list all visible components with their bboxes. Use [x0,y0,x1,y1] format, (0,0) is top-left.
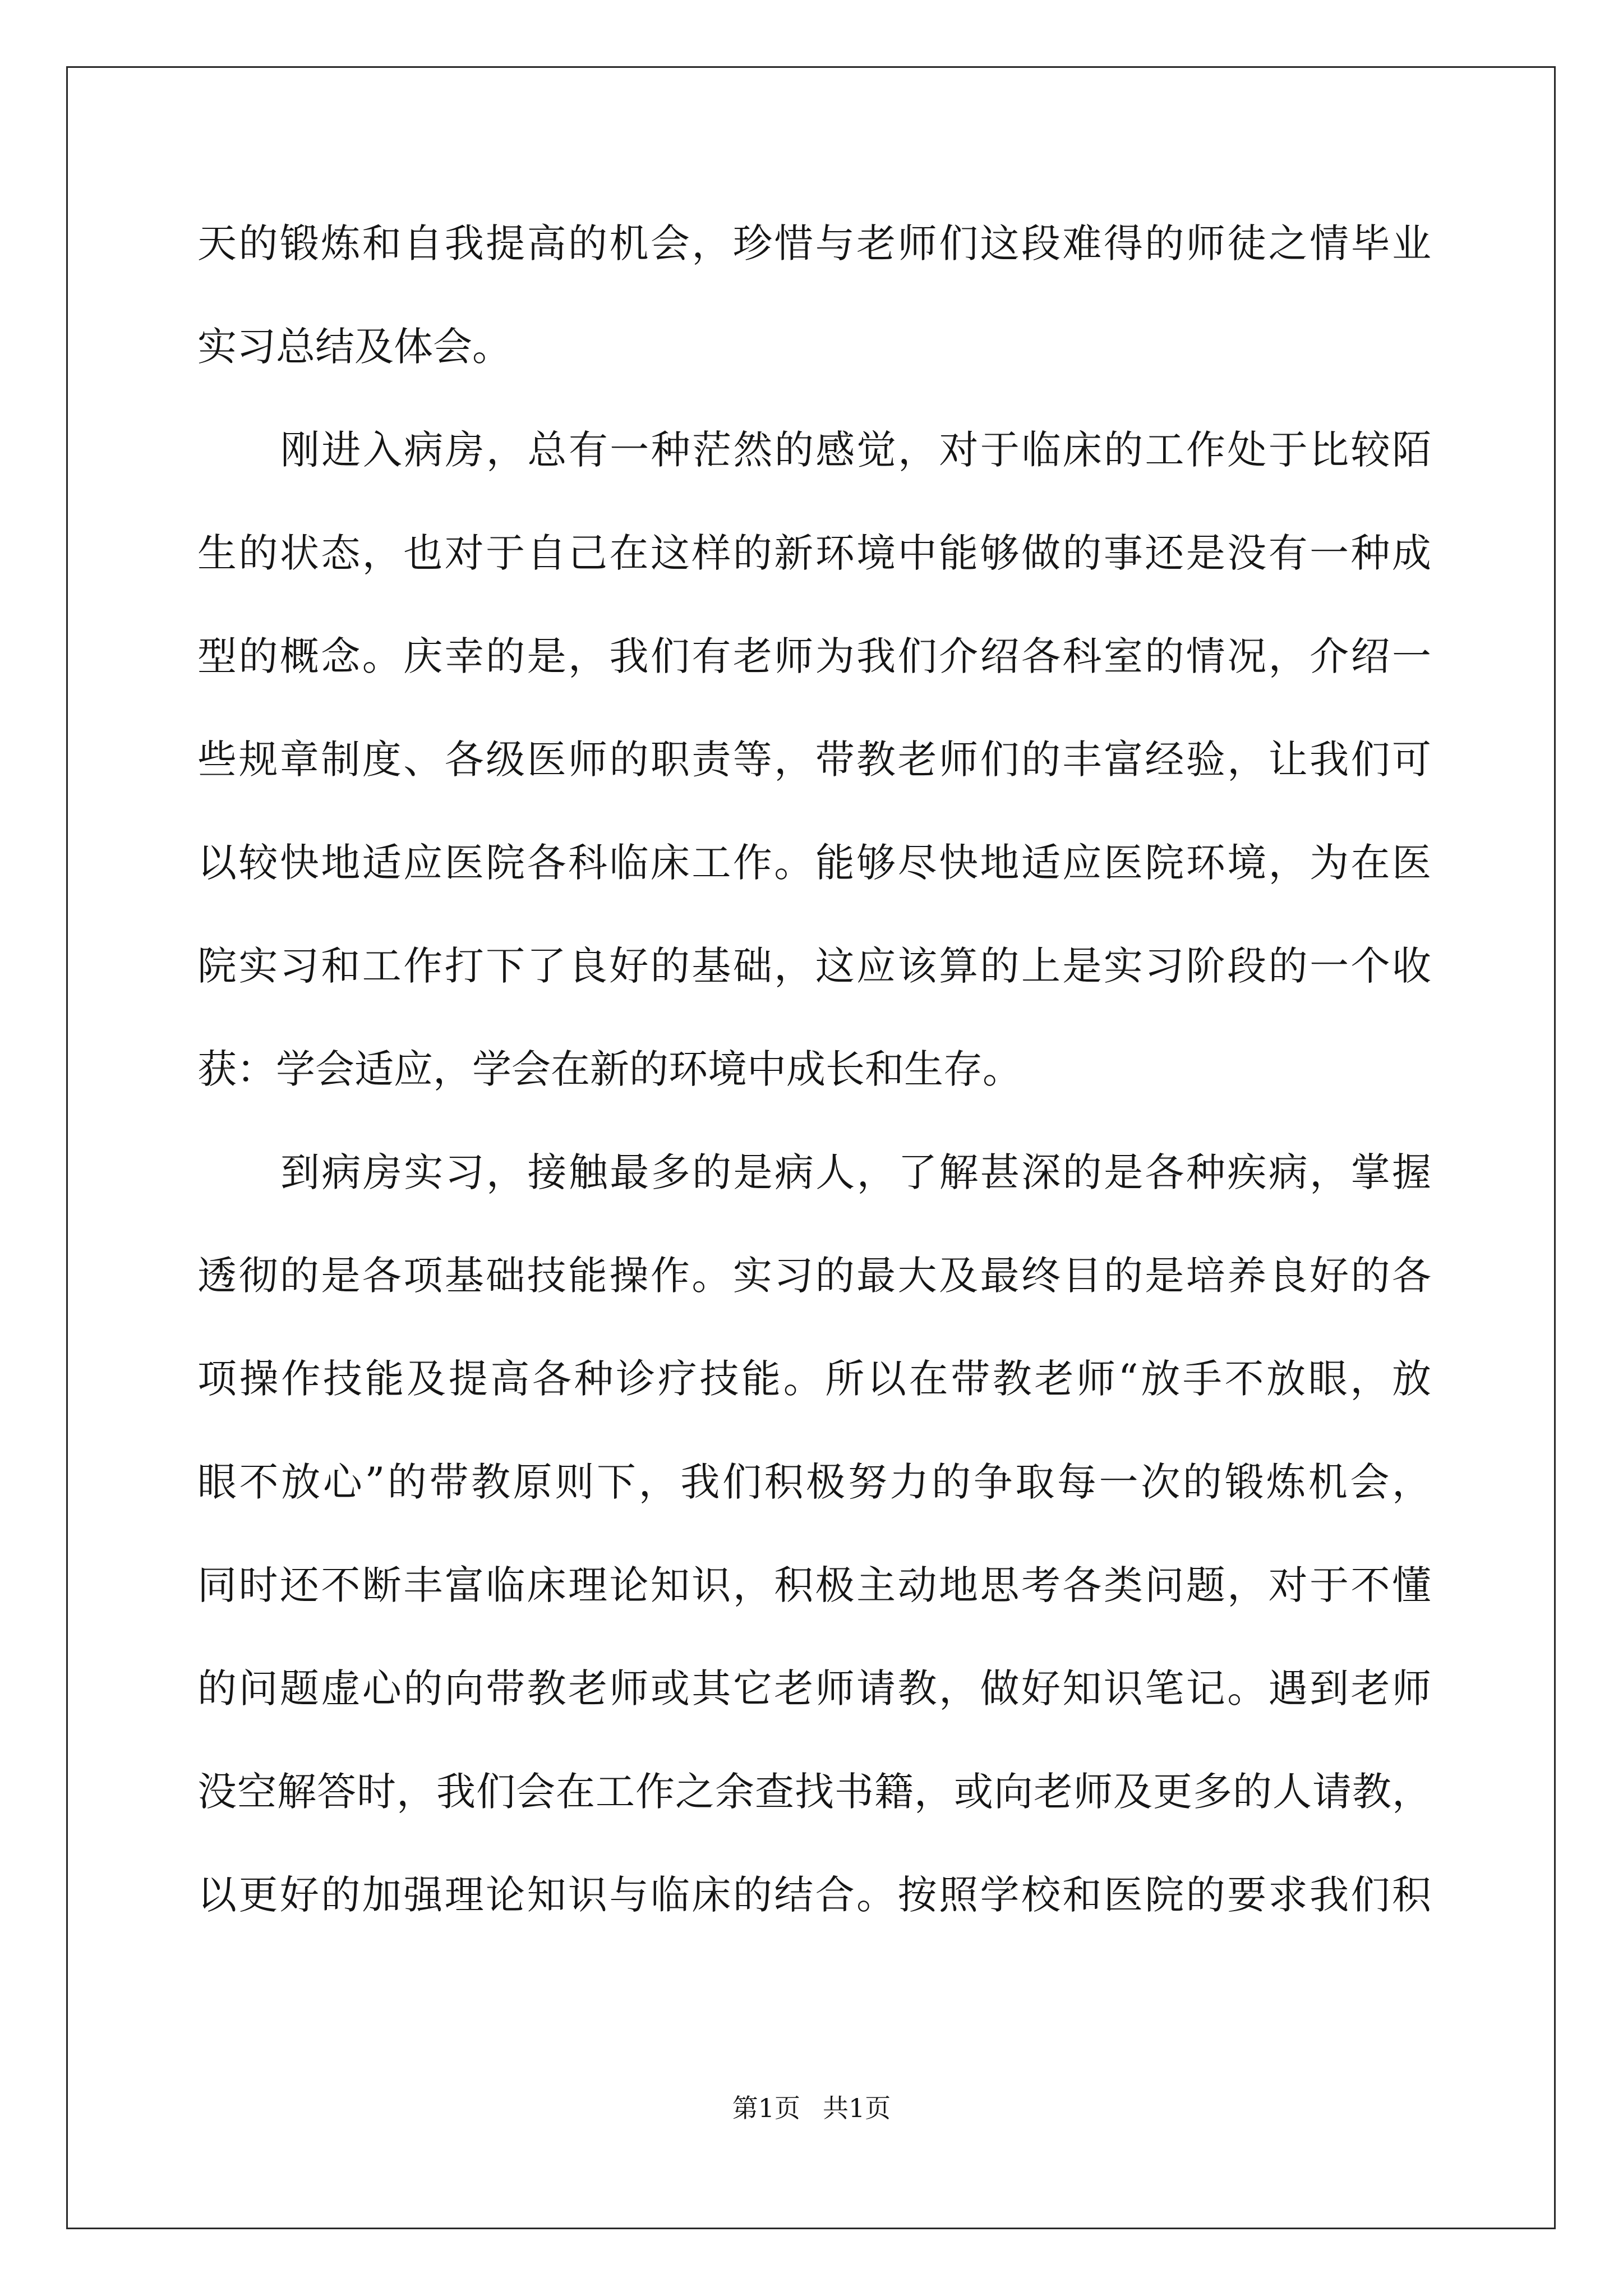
document-body [197,218,1431,1972]
text-line: 型的概念。庆幸的是，我们有老师为我们介绍各科室的情况，介绍一 [197,633,1431,679]
text-line: 项操作技能及提高各种诊疗技能。所以在带教老师“放手不放眼，放 [197,1356,1431,1402]
text-line: 天的锻炼和自我提高的机会，珍惜与老师们这段难得的师徒之情毕业 [197,220,1431,266]
page-number-current: 第1页 [732,2093,800,2123]
page-number-total: 共1页 [823,2093,891,2123]
text-line: 没空解答时，我们会在工作之余查找书籍，或向老师及更多的人请教， [197,1769,1431,1815]
text-line: 生的状态，也对于自己在这样的新环境中能够做的事还是没有一种成 [197,530,1431,576]
text-line: 刚进入病房，总有一种茫然的感觉，对于临床的工作处于比较陌 [280,427,1431,473]
text-line: 到病房实习，接触最多的是病人，了解甚深的是各种疾病，掌握 [280,1149,1431,1195]
page-footer [0,2092,1623,2124]
text-line: 以更好的加强理论知识与临床的结合。按照学校和医院的要求我们积 [197,1872,1431,1918]
text-line: 眼不放心”的带教原则下，我们积极努力的争取每一次的锻炼机会， [197,1459,1431,1505]
text-line: 获：学会适应，学会在新的环境中成长和生存。 [197,1046,1022,1092]
text-line: 透彻的是各项基础技能操作。实习的最大及最终目的是培养良好的各 [197,1253,1431,1299]
text-line: 些规章制度、各级医师的职责等，带教老师们的丰富经验，让我们可 [197,737,1431,783]
text-line: 以较快地适应医院各科临床工作。能够尽快地适应医院环境，为在医 [197,840,1431,886]
text-line: 同时还不断丰富临床理论知识，积极主动地思考各类问题，对于不懂 [197,1562,1431,1608]
text-line: 的问题虚心的向带教老师或其它老师请教，做好知识笔记。遇到老师 [197,1665,1431,1711]
text-line: 实习总结及体会。 [197,324,511,370]
text-line: 院实习和工作打下了良好的基础，这应该算的上是实习阶段的一个收 [197,943,1431,989]
